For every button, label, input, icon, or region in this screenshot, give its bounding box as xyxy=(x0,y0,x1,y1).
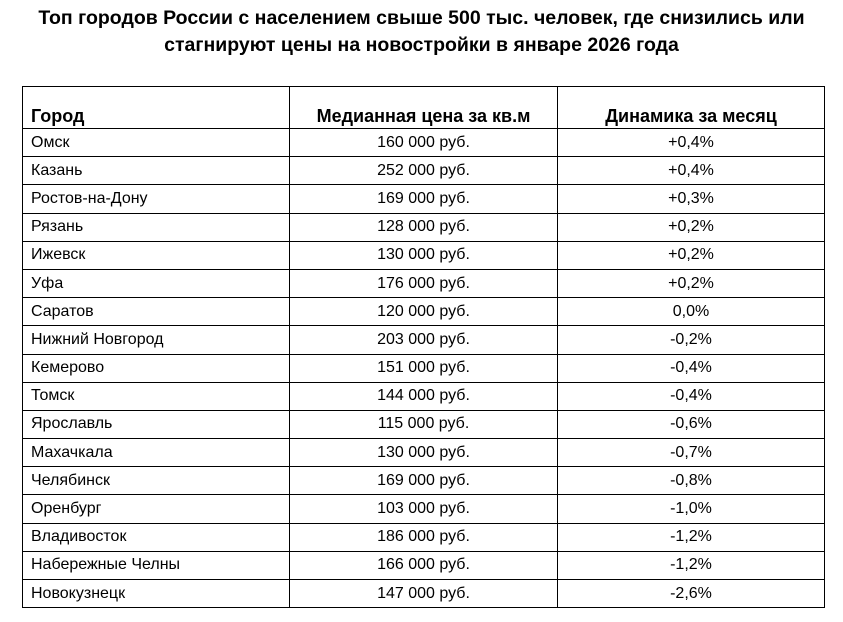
city-cell: Ярославль xyxy=(23,410,290,438)
change-cell: +0,2% xyxy=(558,241,825,269)
city-price-table xyxy=(22,86,825,608)
price-cell: 160 000 руб. xyxy=(290,129,558,157)
change-cell: +0,4% xyxy=(558,129,825,157)
price-cell: 130 000 руб. xyxy=(290,439,558,467)
price-cell: 103 000 руб. xyxy=(290,495,558,523)
table-row xyxy=(23,523,825,551)
price-cell: 130 000 руб. xyxy=(290,241,558,269)
table-row xyxy=(23,326,825,354)
table-row xyxy=(23,213,825,241)
table-row xyxy=(23,129,825,157)
column-header-change: Динамика за месяц xyxy=(558,87,825,129)
price-cell: 186 000 руб. xyxy=(290,523,558,551)
change-cell: +0,2% xyxy=(558,269,825,297)
change-cell: -0,8% xyxy=(558,467,825,495)
price-cell: 115 000 руб. xyxy=(290,410,558,438)
city-cell: Кемерово xyxy=(23,354,290,382)
price-cell: 166 000 руб. xyxy=(290,551,558,579)
table-row xyxy=(23,495,825,523)
change-cell: +0,3% xyxy=(558,185,825,213)
price-cell: 144 000 руб. xyxy=(290,382,558,410)
table-row xyxy=(23,157,825,185)
city-cell: Казань xyxy=(23,157,290,185)
change-cell: +0,2% xyxy=(558,213,825,241)
city-cell: Челябинск xyxy=(23,467,290,495)
city-cell: Томск xyxy=(23,382,290,410)
price-cell: 151 000 руб. xyxy=(290,354,558,382)
city-cell: Владивосток xyxy=(23,523,290,551)
change-cell: -0,6% xyxy=(558,410,825,438)
table-row xyxy=(23,467,825,495)
page-title xyxy=(0,5,843,59)
change-cell: -1,0% xyxy=(558,495,825,523)
city-cell: Уфа xyxy=(23,269,290,297)
price-cell: 176 000 руб. xyxy=(290,269,558,297)
table-row xyxy=(23,382,825,410)
city-cell: Нижний Новгород xyxy=(23,326,290,354)
price-cell: 169 000 руб. xyxy=(290,185,558,213)
change-cell: 0,0% xyxy=(558,298,825,326)
city-cell: Ижевск xyxy=(23,241,290,269)
price-cell: 147 000 руб. xyxy=(290,580,558,608)
change-cell: -0,4% xyxy=(558,354,825,382)
change-cell: -1,2% xyxy=(558,551,825,579)
table-header xyxy=(23,87,825,129)
price-cell: 120 000 руб. xyxy=(290,298,558,326)
city-cell: Омск xyxy=(23,129,290,157)
city-cell: Саратов xyxy=(23,298,290,326)
title-line-2: стагнируют цены на новостройки в январе 2026 года xyxy=(164,34,679,56)
price-cell: 252 000 руб. xyxy=(290,157,558,185)
table-row xyxy=(23,241,825,269)
change-cell: +0,4% xyxy=(558,157,825,185)
header-row xyxy=(23,87,825,129)
table-row xyxy=(23,410,825,438)
city-cell: Махачкала xyxy=(23,439,290,467)
change-cell: -2,6% xyxy=(558,580,825,608)
city-cell: Набережные Челны xyxy=(23,551,290,579)
city-cell: Новокузнецк xyxy=(23,580,290,608)
change-cell: -1,2% xyxy=(558,523,825,551)
change-cell: -0,4% xyxy=(558,382,825,410)
city-cell: Рязань xyxy=(23,213,290,241)
table-row xyxy=(23,439,825,467)
table-row xyxy=(23,269,825,297)
table-row xyxy=(23,551,825,579)
title-line-1: Топ городов России с населением свыше 500 тыс. человек, где снизились или xyxy=(38,7,805,29)
column-header-price: Медианная цена за кв.м xyxy=(290,87,558,129)
change-cell: -0,2% xyxy=(558,326,825,354)
city-cell: Ростов-на-Дону xyxy=(23,185,290,213)
price-cell: 128 000 руб. xyxy=(290,213,558,241)
price-cell: 169 000 руб. xyxy=(290,467,558,495)
price-cell: 203 000 руб. xyxy=(290,326,558,354)
change-cell: -0,7% xyxy=(558,439,825,467)
table-body xyxy=(23,129,825,608)
city-cell: Оренбург xyxy=(23,495,290,523)
table-row xyxy=(23,185,825,213)
table-row xyxy=(23,298,825,326)
column-header-city: Город xyxy=(23,87,290,129)
table-row xyxy=(23,354,825,382)
table-row xyxy=(23,580,825,608)
